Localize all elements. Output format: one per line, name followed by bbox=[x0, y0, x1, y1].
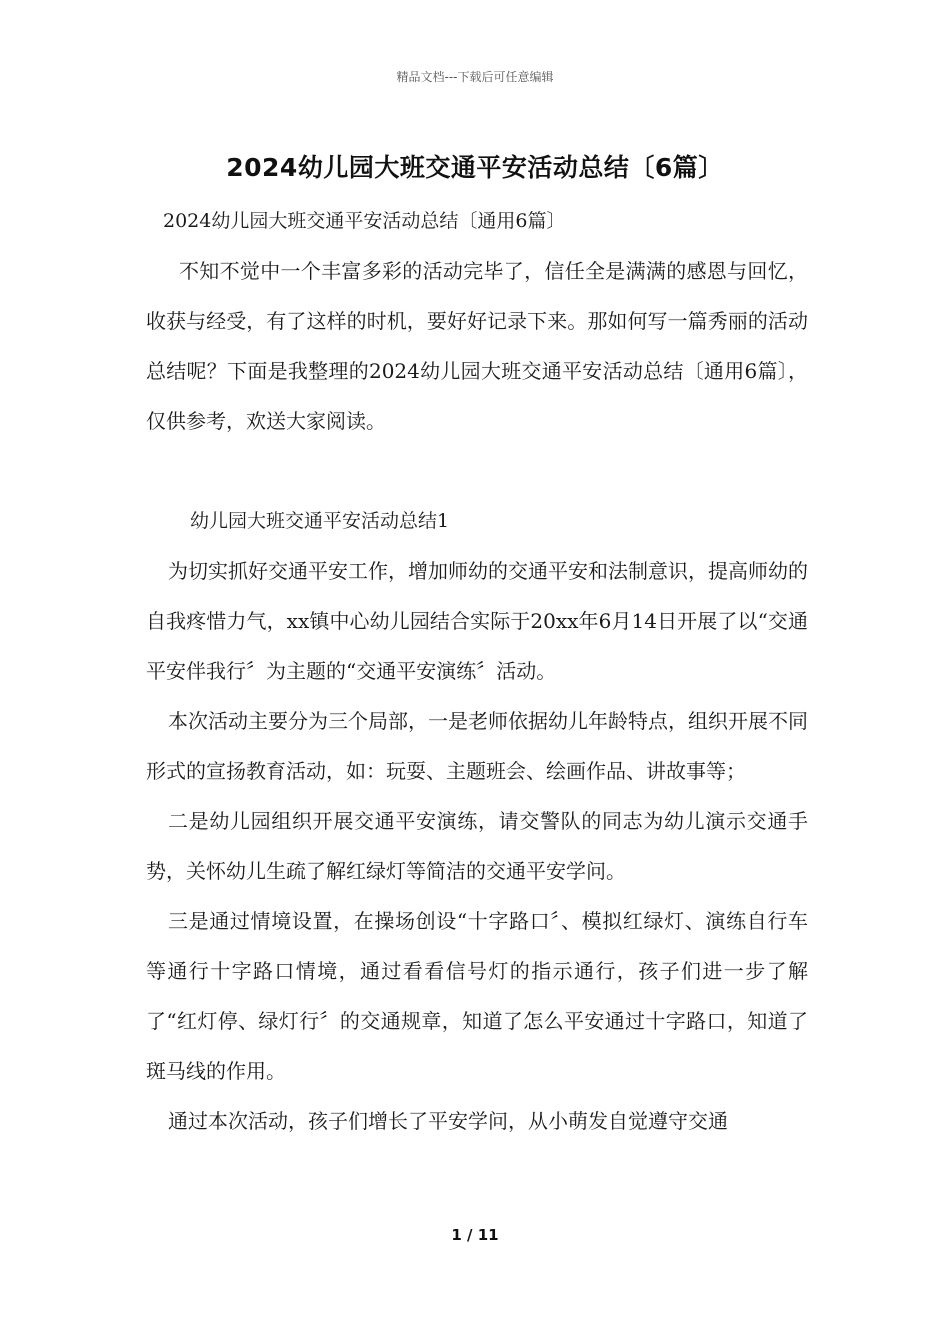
intro-paragraph: 不知不觉中一个丰富多彩的活动完毕了，信任全是满满的感恩与回忆，收获与经受，有了这样的时机，要好好记录下来。那如何写一篇秀丽的活动总结呢？下面是我整理的2024幼儿园大班交通平安活动总结〔通用6篇〕，仅供参考，欢送大家阅读。 bbox=[146, 259, 808, 433]
body-paragraph-4: 三是通过情境设置，在操场创设“十字路口〞、模拟红绿灯、演练自行车等通行十字路口情境，通过看看信号灯的指示通行，孩子们进一步了解了“红灯停、绿灯行〞的交通规章，知道了怎么平安通过十字路口，知道了斑马线的作用。 bbox=[146, 909, 808, 1083]
page-number: 1 / 11 bbox=[451, 1226, 499, 1244]
header-note: 精品文档---下载后可任意编辑 bbox=[396, 70, 554, 84]
body-paragraph-5: 通过本次活动，孩子们增长了平安学问，从小萌发自觉遵守交通 bbox=[168, 1109, 728, 1133]
body-text bbox=[146, 546, 808, 1146]
document-subtitle: 2024幼儿园大班交通平安活动总结〔通用6篇〕 bbox=[163, 210, 566, 232]
body-paragraph-1: 为切实抓好交通平安工作，增加师幼的交通平安和法制意识，提高师幼的自我疼惜力气，xx镇中心幼儿园结合实际于20xx年6月14日开展了以“交通平安伴我行〞为主题的“交通平安演练〞活动。 bbox=[146, 559, 808, 683]
body-paragraph-3: 二是幼儿园组织开展交通平安演练，请交警队的同志为幼儿演示交通手势，关怀幼儿生疏了解红绿灯等简洁的交通平安学问。 bbox=[146, 809, 808, 883]
document-title: 2024幼儿园大班交通平安活动总结〔6篇〕 bbox=[226, 153, 724, 182]
section-heading: 幼儿园大班交通平安活动总结1 bbox=[190, 510, 450, 532]
intro-block bbox=[146, 246, 808, 446]
body-paragraph-2: 本次活动主要分为三个局部，一是老师依据幼儿年龄特点，组织开展不同形式的宣扬教育活动，如：玩耍、主题班会、绘画作品、讲故事等； bbox=[146, 709, 808, 783]
